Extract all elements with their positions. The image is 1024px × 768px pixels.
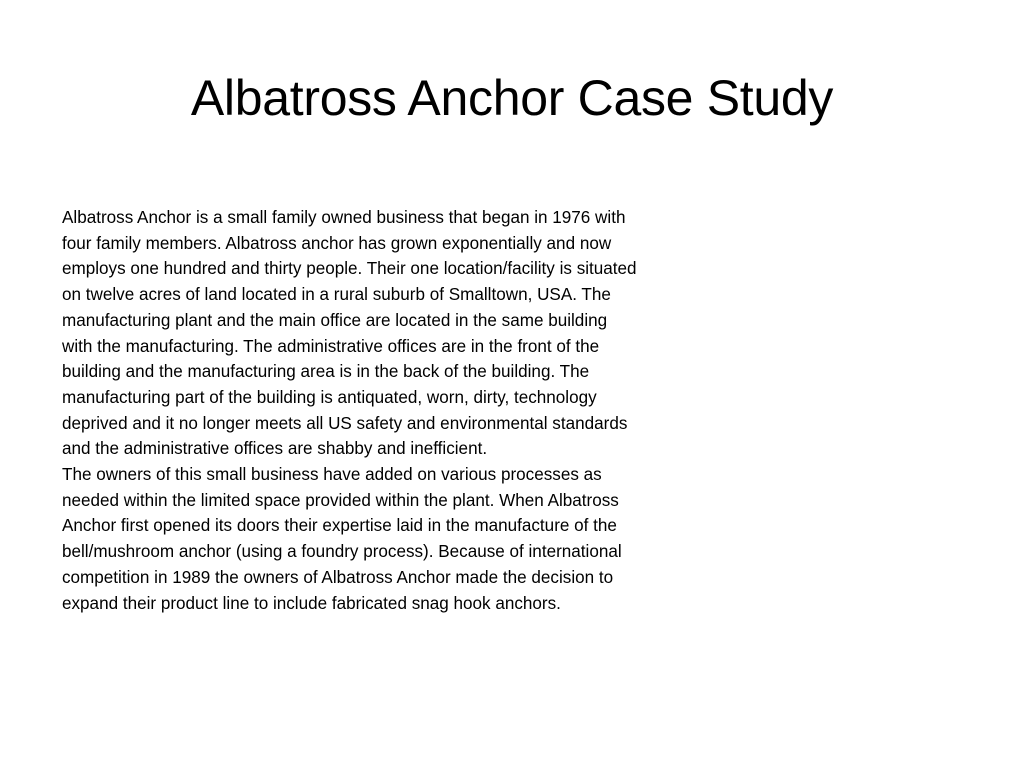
paragraph-owners (62, 462, 752, 616)
text-line: Albatross Anchor is a small family owned business that began in 1976 with (62, 208, 626, 227)
text-line: and the administrative offices are shabby and inefficient. (62, 439, 488, 459)
text-line: The owners of this small business have added on various processes as (62, 465, 602, 485)
slide-body (62, 205, 752, 616)
text-line: on twelve acres of land located in a rural suburb of Smalltown, USA. The (62, 285, 611, 305)
text-line: expand their product line to include fabricated snag hook anchors. (62, 593, 561, 613)
text-line: with the manufacturing. The administrative offices are in the front of the (62, 336, 600, 356)
text-line: Anchor first opened its doors their expertise laid in the manufacture of the (62, 516, 617, 536)
text-line: building and the manufacturing area is in the back of the building. The (62, 362, 590, 382)
paragraph-intro (62, 205, 752, 462)
text-line: needed within the limited space provided within the plant. When Albatross (62, 490, 619, 510)
text-line: deprived and it no longer meets all US safety and environmental standards (62, 413, 628, 433)
text-line: manufacturing part of the building is antiquated, worn, dirty, technology (62, 387, 597, 407)
slide-title: Albatross Anchor Case Study (190, 70, 834, 126)
text-line: competition in 1989 the owners of Albatross Anchor made the decision to (62, 567, 614, 587)
text-line: manufacturing plant and the main office are located in the same building (62, 310, 608, 330)
text-line: four family members. Albatross anchor has grown exponentially and now (62, 233, 612, 253)
text-line: employs one hundred and thirty people. Their one location/facility is situated (62, 259, 637, 279)
text-line: bell/mushroom anchor (using a foundry process). Because of international (62, 542, 622, 562)
